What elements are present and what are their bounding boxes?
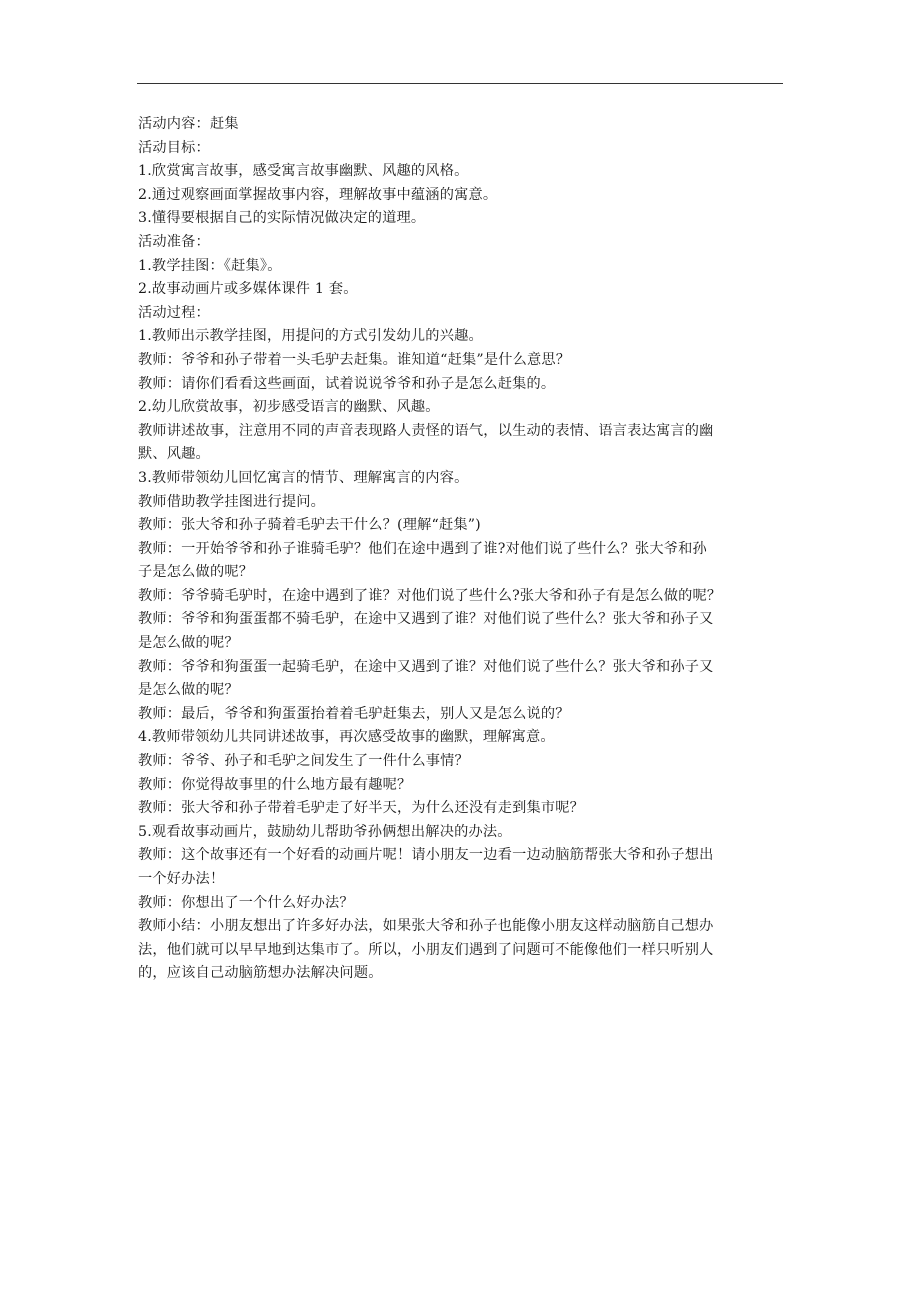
body-line: 教师：爷爷骑毛驴时，在途中遇到了谁？对他们说了些什么?张大爷和孙子有是怎么做的呢？ bbox=[138, 587, 722, 604]
summary-line: 法，他们就可以早早地到达集市了。所以，小朋友们遇到了问题可不能像他们一样只听别人 bbox=[138, 941, 714, 958]
process-step: 4.教师带领幼儿共同讲述故事，再次感受故事的幽默，理解寓意。 bbox=[138, 729, 555, 746]
body-line: 教师：张大爷和孙子骑着毛驴去干什么？(理解“赶集”) bbox=[138, 517, 481, 534]
preparation-item: 1.教学挂图：《赶集》。 bbox=[138, 257, 282, 274]
activity-title: 活动内容：赶集 bbox=[138, 116, 239, 132]
body-line: 教师：张大爷和孙子带着毛驴走了好半天，为什么还没有走到集市呢？ bbox=[138, 800, 585, 817]
body-line: 教师：你想出了一个什么好办法？ bbox=[138, 894, 354, 911]
summary-line: 教师小结：小朋友想出了许多好办法，如果张大爷和孙子也能像小朋友这样动脑筋自己想办 bbox=[138, 918, 714, 935]
body-line: 教师：爷爷、孙子和毛驴之间发生了一件什么事情？ bbox=[138, 753, 469, 770]
section-heading-process: 活动过程： bbox=[138, 304, 210, 321]
section-heading-goals: 活动目标： bbox=[138, 139, 210, 156]
body-line: 教师讲述故事，注意用不同的声音表现路人责怪的语气，以生动的表情、语言表达寓言的幽 bbox=[138, 422, 714, 439]
process-step: 2.幼儿欣赏故事，初步感受语言的幽默、风趣。 bbox=[138, 399, 440, 416]
process-step: 1.教师出示教学挂图，用提问的方式引发幼儿的兴趣。 bbox=[138, 328, 483, 345]
goal-item: 2.通过观察画面掌握故事内容，理解故事中蕴涵的寓意。 bbox=[138, 186, 498, 203]
goal-item: 1.欣赏寓言故事，感受寓言故事幽默、风趣的风格。 bbox=[138, 163, 469, 180]
body-line: 教师：这个故事还有一个好看的动画片呢！请小朋友一边看一边动脑筋帮张大爷和孙子想出 bbox=[138, 847, 714, 864]
preparation-item: 2.故事动画片或多媒体课件 1 套。 bbox=[138, 281, 358, 298]
body-line: 是怎么做的呢？ bbox=[138, 682, 239, 699]
body-line: 教师：爷爷和狗蛋蛋都不骑毛驴，在途中又遇到了谁？对他们说了些什么？张大爷和孙子又 bbox=[138, 611, 714, 628]
body-line: 教师：请你们看看这些画面，试着说说爷爷和孙子是怎么赶集的。 bbox=[138, 375, 556, 392]
body-line: 是怎么做的呢？ bbox=[138, 635, 239, 652]
body-line: 子是怎么做的呢？ bbox=[138, 564, 254, 581]
process-step: 3.教师带领幼儿回忆寓言的情节、理解寓言的内容。 bbox=[138, 469, 469, 486]
header-rule bbox=[137, 83, 783, 84]
goal-item: 3.懂得要根据自己的实际情况做决定的道理。 bbox=[138, 210, 426, 227]
body-line: 默、风趣。 bbox=[138, 446, 210, 463]
body-line: 教师：你觉得故事里的什么地方最有趣呢？ bbox=[138, 776, 412, 793]
body-line: 教师：最后，爷爷和狗蛋蛋抬着着毛驴赶集去，别人又是怎么说的？ bbox=[138, 705, 570, 722]
body-line: 教师：一开始爷爷和孙子谁骑毛驴？他们在途中遇到了谁?对他们说了些什么？张大爷和孙 bbox=[138, 540, 707, 557]
body-line: 教师借助教学挂图进行提问。 bbox=[138, 493, 326, 510]
summary-line: 的，应该自己动脑筋想办法解决问题。 bbox=[138, 965, 383, 982]
body-line: 一个好办法！ bbox=[138, 871, 225, 887]
body-line: 教师：爷爷和孙子带着一头毛驴去赶集。谁知道“赶集”是什么意思？ bbox=[138, 351, 571, 368]
process-step: 5.观看故事动画片，鼓励幼儿帮助爷孙俩想出解决的办法。 bbox=[138, 823, 512, 840]
section-heading-preparation: 活动准备： bbox=[138, 233, 210, 250]
body-line: 教师：爷爷和狗蛋蛋一起骑毛驴，在途中又遇到了谁？对他们说了些什么？张大爷和孙子又 bbox=[138, 658, 714, 675]
document-body bbox=[138, 113, 790, 986]
